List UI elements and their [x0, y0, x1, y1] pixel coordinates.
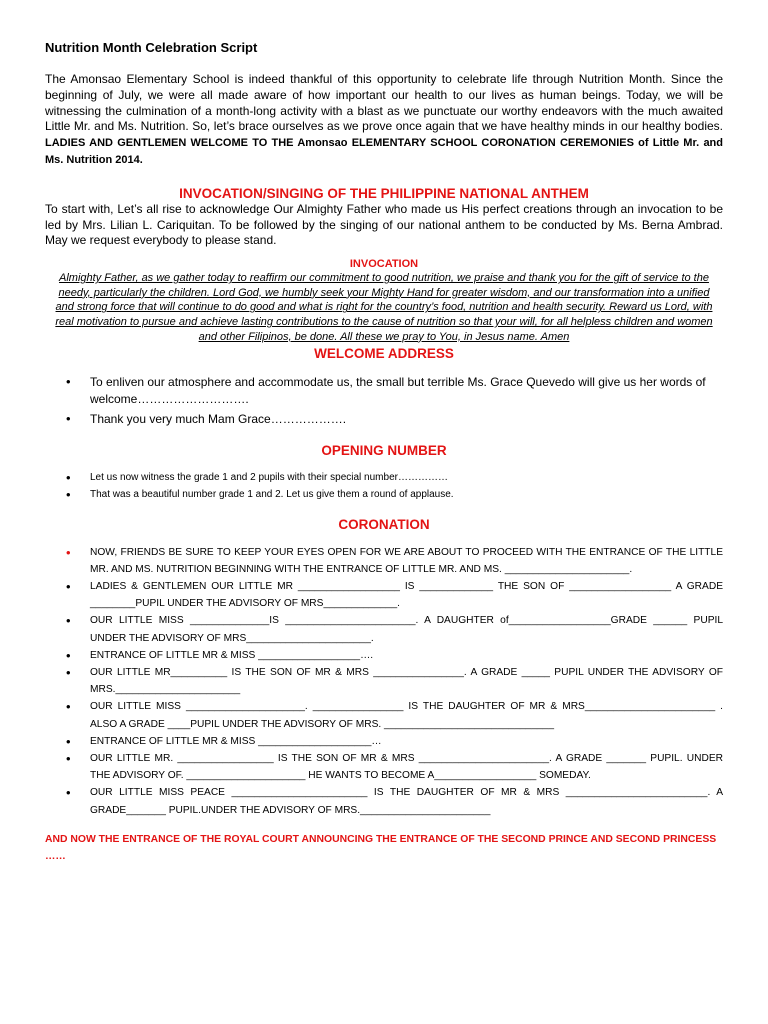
royal-court-announcement: AND NOW THE ENTRANCE OF THE ROYAL COURT ANNOUNCING THE ENTRANCE OF THE SECOND PRINCE AND SECOND PRINCESS …… [45, 833, 717, 863]
bullet-icon: • [66, 613, 71, 629]
coronation-list [45, 544, 723, 819]
list-item: • OUR LITTLE MISS _____________________. ________________ IS THE DAUGHTER OF MR & MRS_______________________ . ALSO A GRADE ____PUPIL UNDER THE ADVISORY OF MRS. ______________________________ [66, 699, 723, 730]
list-item: • Let us now witness the grade 1 and 2 pupils with their special number…………… [66, 469, 448, 485]
list-item: • OUR LITTLE MR__________ IS THE SON OF MR & MRS ________________. A GRADE _____ PUPIL UNDER THE ADVISORY OF MRS.______________________ [66, 665, 723, 696]
opening-heading: OPENING NUMBER [321, 442, 447, 458]
bullet-icon: • [66, 544, 71, 560]
bullet-icon: • [66, 374, 71, 390]
invocation-prayer: Almighty Father, as we gather today to reaffirm our commitment to good nutrition, we praise and thank you for the gift of service to the needy, particularly the children. Lord God, we humbly seek your Mighty Hand for greater wisdom, and our transformation into a unified and strong force that will continue to do good and what is right for the country’s food, nutrition and health security. Reward us Lord, with real motivation to pursue and achieve lasting contributions to the cause of nutrition so that your will, for all helpless children and women and other Filipinos, be done. All these we pray to You, in Jesus name. Amen [55, 272, 713, 343]
bullet-icon: • [66, 699, 71, 715]
bullet-icon: • [66, 785, 71, 801]
invocation-paragraph: To start with, Let’s all rise to acknowledge Our Almighty Father who made us His perfect creations through an invocation to be led by Mrs. Lilian L. Cariquitan. To be followed by the singing of our national anthem to be conducted by Ms. Berna Ambrad. May we request everybody to please stand. [45, 201, 723, 248]
bullet-icon: • [66, 733, 71, 749]
bullet-icon: • [66, 751, 71, 767]
list-item: • ENTRANCE OF LITTLE MR & MISS ____________________… [66, 733, 382, 749]
list-item: • LADIES & GENTLEMEN OUR LITTLE MR __________________ IS _____________ THE SON OF __________________ A GRADE ________PUPIL UNDER THE ADVISORY OF MRS_____________. [66, 579, 723, 610]
opening-list [45, 469, 723, 503]
invocation-heading: INVOCATION/SINGING OF THE PHILIPPINE NATIONAL ANTHEM [179, 185, 589, 201]
list-item: • That was a beautiful number grade 1 and 2. Let us give them a round of applause. [66, 486, 454, 502]
list-item: • OUR LITTLE MISS ______________IS _______________________. A DAUGHTER of__________________GRADE ______ PUPIL UNDER THE ADVISORY OF MRS______________________. [66, 613, 723, 644]
list-item: • OUR LITTLE MR. _________________ IS THE SON OF MR & MRS _______________________. A GRADE _______ PUPIL. UNDER THE ADVISORY OF. _____________________ HE WANTS TO BECOME A__________________ SOMEDAY. [66, 751, 723, 782]
invocation-subheading: INVOCATION [349, 258, 419, 271]
coronation-heading: CORONATION [338, 516, 430, 532]
list-item: • ENTRANCE OF LITTLE MR & MISS __________________…. [66, 647, 374, 663]
bullet-icon: • [66, 579, 71, 595]
list-item: • OUR LITTLE MISS PEACE ________________________ IS THE DAUGHTER OF MR & MRS _________________________. A GRADE_______ PUPIL.UNDER THE ADVISORY OF MRS._______________________ [66, 785, 723, 816]
list-item: • Thank you very much Mam Grace………………. [66, 411, 347, 427]
welcome-list [45, 374, 723, 428]
bullet-icon: • [66, 647, 71, 663]
bullet-icon: • [66, 411, 71, 427]
welcome-heading: WELCOME ADDRESS [314, 346, 454, 362]
bullet-icon: • [66, 469, 71, 485]
intro-paragraph [45, 72, 723, 169]
document-title: Nutrition Month Celebration Script [45, 40, 258, 55]
bullet-icon: • [66, 665, 71, 681]
list-item: • NOW, FRIENDS BE SURE TO KEEP YOUR EYES OPEN FOR WE ARE ABOUT TO PROCEED WITH THE ENTRANCE OF THE LITTLE MR. AND MS. NUTRITION BEGINNING WITH THE ENTRANCE OF LITTLE MR. AND MS. ______________________. [66, 544, 723, 575]
bullet-icon: • [66, 486, 71, 502]
intro-welcome-text: LADIES AND GENTLEMEN WELCOME TO THE Amonsao ELEMENTARY SCHOOL CORONATION CEREMONIES of Little Mr. and Ms. Nutrition 2014. [45, 137, 723, 166]
list-item: • To enliven our atmosphere and accommodate us, the small but terrible Ms. Grace Quevedo will give us her words of welcome………………………. [66, 374, 706, 406]
intro-text: The Amonsao Elementary School is indeed thankful of this opportunity to celebrate life through Nutrition Month. Since the beginning of July, we were all made aware of how important our health to our lives as human beings. Today, we will be witnessing the culmination of a month-long activity with a blast as we punctuate our worthy endeavors with the much awaited Little Mr. and Ms. Nutrition. So, let’s brace ourselves as we prove once again that we have healthy minds in our healthy bodies. [45, 72, 723, 134]
